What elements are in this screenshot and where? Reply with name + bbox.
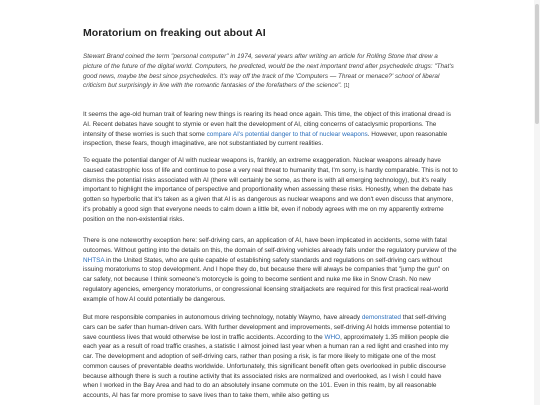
paragraph-4 <box>83 313 458 401</box>
who-link[interactable]: WHO <box>324 333 341 341</box>
paragraph-2: To equate the potential danger of AI with nuclear weapons is, frankly, an extreme exaggeration. Nuclear weapons already have caused catastrophic loss of life and continue to pose a very real threat to humanity that, I'm sorry, is hardly comparable. This is not to dismiss the potential risks associated with AI (there will certainly be some, as there is with all emerging technology), but it's really important to highlight the importance of perspective and proportionality when assessing these risks. Honestly, when the debate has gotten so hyperbolic that it's taken as a given that AI is as dangerous as nuclear weapons and we don't even discuss that anymore, it's probably a good sign that everyone needs to calm down a little bit, even if nobody agrees with me on my apparently extreme position on the non-existential risks. <box>83 157 458 223</box>
paragraph-text: that self-driving cars can be <box>83 314 447 331</box>
paragraph-3 <box>83 236 458 304</box>
nuclear-comparison-link[interactable]: compare AI's potential danger to that of nuclear weapons <box>206 130 368 138</box>
scrollbar-thumb[interactable] <box>535 4 539 124</box>
paragraph-text: . However, upon reasonable inspection, these fears, though imaginative, are not substantiated by current realities. <box>83 130 448 148</box>
article-title: Moratorium on freaking out about AI <box>83 27 266 39</box>
paragraph-text: in the United States, who are quite capable of establishing safety standards and regulations on self-driving cars without issuing moratoriums to stop development. And I hope they do, but because there will always be companies that "jump the gun" on car safety, not because I think someone's motorcycle is going to become sentient and nuke me like in Snow Crash. No new regulatory agencies, emergency moratoriums, or congressional licensing straitjackets are required for this first practical real-world example of how AI could potentially be dangerous. <box>83 256 450 303</box>
paragraph-text: But more responsible companies in autonomous driving technology, notably Waymo, have already <box>83 314 362 321</box>
paragraph-text: , approximately 1.35 million people die each year as a result of road traffic crashes, a statistic I almost joined last year when a human ran a red light and crashed into my car. The development and adoption of self-driving cars, rather than posing a risk, is far more likely to mitigate one of the most common causes of preventable deaths worldwide. Unfortunately, this significant benefit often gets overlooked in public discourse because although there is such a routine activity that its associated risks are normalized and overlooked, as I wish I could have when I worked in the Bay Area and had to do an absolutely insane commute on the 101. Even in this realm, by all reasonable accounts, AI has far more promise to save lives than to take them, while also getting us <box>83 333 449 399</box>
paragraph-1 <box>83 110 458 149</box>
paragraph-text: There is one noteworthy exception here: self-driving cars, an application of AI, have been implicated in accidents, some with fatal outcomes. Without getting into the details on this, the domain of self-driving vehicles already falls under the regulatory purview of the <box>83 237 457 254</box>
epigraph-text: Stewart Brand coined the term "personal computer" in 1974, several years after writing an article for Rolling Stone that drew a picture of the future of the digital world. Computers, he predicted, would be the next important trend after psychedelic drugs: "That's good news, maybe the best since psychedelics. It's way off the track of the 'Computers — Threat or menace?' school of liberal criticism but surprisingly in line with the romantic fantasies of the forefathers of the science". <box>83 53 454 90</box>
nhtsa-link[interactable]: NHTSA <box>83 256 105 264</box>
paragraph-text: than human-driven cars. With further development and improvements, self-driving AI holds immense potential to save countless lives that would otherwise be lost in traffic accidents. According to the <box>83 323 450 341</box>
paragraph-text: It seems the age-old human trait of fearing new things is rearing its head once again. This time, the object of this irrational dread is AI. Recent debates have sought to stymie or even halt the development of AI, citing concerns of cataclysmic proportions. The intensity of these worries is such that some <box>83 111 451 138</box>
page-scrollbar[interactable] <box>534 0 540 405</box>
emphasis-safer: safer <box>117 323 133 331</box>
epigraph-quote <box>83 52 458 92</box>
footnote-ref[interactable]: [1] <box>343 83 350 90</box>
demonstrated-link[interactable]: demonstrated <box>361 314 401 321</box>
